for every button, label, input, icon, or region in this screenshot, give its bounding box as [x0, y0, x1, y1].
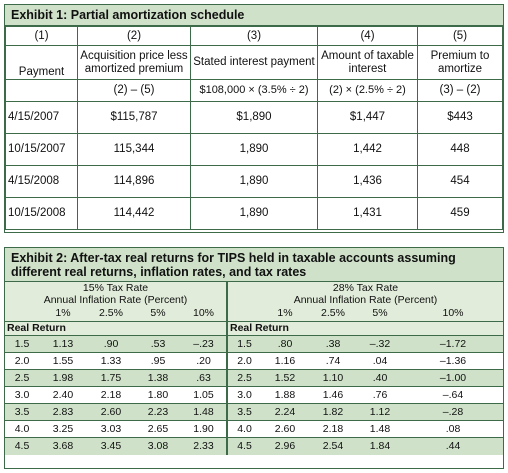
cell: 1,442: [318, 134, 418, 166]
col-heading: Stated interest payment: [191, 46, 318, 80]
inflation-rate: 2.5%: [309, 306, 357, 321]
cell: 1,890: [191, 166, 318, 198]
real-return-cell: 3.0: [227, 387, 261, 404]
inflation-heading-row: [5, 294, 503, 306]
return-cell: .90: [87, 336, 135, 353]
col-num: (5): [418, 27, 503, 46]
return-cell: 1.88: [261, 387, 309, 404]
real-return-cell: 3.0: [5, 387, 39, 404]
table-row: [5, 387, 503, 404]
table-row: [6, 134, 503, 166]
return-cell: 2.60: [87, 404, 135, 421]
col-num: (1): [6, 27, 78, 46]
return-cell: 1.84: [357, 438, 403, 455]
table-row: [6, 102, 503, 134]
inflation-rate: 10%: [181, 306, 227, 321]
table-row: [6, 166, 503, 198]
return-cell: .38: [309, 336, 357, 353]
cell: 1,890: [191, 134, 318, 166]
inflation-rate: 1%: [39, 306, 87, 321]
column-heading-row: [6, 46, 503, 80]
table-row: [6, 198, 503, 230]
right-tax-rate: 28% Tax Rate: [227, 282, 503, 294]
real-returns-body: [5, 335, 503, 455]
left-inflation-heading: Annual Inflation Rate (Percent): [5, 294, 227, 306]
inflation-rate-row: [5, 306, 503, 321]
return-cell: 2.83: [39, 404, 87, 421]
inflation-rate: 5%: [357, 306, 403, 321]
return-cell: 1.55: [39, 353, 87, 370]
cell: 4/15/2008: [6, 166, 78, 198]
return-cell: 2.24: [261, 404, 309, 421]
return-cell: .74: [309, 353, 357, 370]
return-cell: 2.33: [181, 438, 227, 455]
real-return-cell: 2.0: [5, 353, 39, 370]
formula: (3) – (2): [418, 80, 503, 102]
return-cell: .44: [403, 438, 503, 455]
col-heading: Premium to amortize: [418, 46, 503, 80]
real-return-cell: 1.5: [5, 336, 39, 353]
exhibit-1: [4, 4, 504, 233]
formula: [6, 80, 78, 102]
return-cell: –.28: [403, 404, 503, 421]
table-row: [5, 438, 503, 455]
return-cell: 1.16: [261, 353, 309, 370]
formula: $108,000 × (3.5% ÷ 2): [191, 80, 318, 102]
real-return-cell: 3.5: [227, 404, 261, 421]
real-return-cell: 4.0: [5, 421, 39, 438]
return-cell: 2.60: [261, 421, 309, 438]
return-cell: 1.90: [181, 421, 227, 438]
cell: 10/15/2007: [6, 134, 78, 166]
exhibit-1-title: Exhibit 1: Partial amortization schedule: [5, 5, 503, 26]
table-row: [5, 404, 503, 421]
right-inflation-heading: Annual Inflation Rate (Percent): [227, 294, 503, 306]
return-cell: 3.08: [135, 438, 181, 455]
real-return-cell: 3.5: [5, 404, 39, 421]
real-return-cell: 4.0: [227, 421, 261, 438]
return-cell: 2.54: [309, 438, 357, 455]
return-cell: –1.72: [403, 336, 503, 353]
return-cell: 3.25: [39, 421, 87, 438]
return-cell: .53: [135, 336, 181, 353]
return-cell: –1.36: [403, 353, 503, 370]
cell: 4/15/2007: [6, 102, 78, 134]
real-return-label: Real Return: [227, 321, 503, 335]
real-return-cell: 2.5: [5, 370, 39, 387]
return-cell: 1.46: [309, 387, 357, 404]
cell: 10/15/2008: [6, 198, 78, 230]
real-return-cell: 2.5: [227, 370, 261, 387]
return-cell: 1.38: [135, 370, 181, 387]
cell: 114,442: [78, 198, 191, 230]
return-cell: 1.98: [39, 370, 87, 387]
return-cell: 1.75: [87, 370, 135, 387]
return-cell: 2.96: [261, 438, 309, 455]
cell: 1,890: [191, 198, 318, 230]
return-cell: .20: [181, 353, 227, 370]
col-heading: Amount of taxable interest: [318, 46, 418, 80]
cell: 115,344: [78, 134, 191, 166]
tax-rate-row: [5, 282, 503, 294]
return-cell: 2.65: [135, 421, 181, 438]
exhibit-2-title: Exhibit 2: After-tax real returns for TIPS held in taxable accounts assuming different real returns, inflation rates, and tax rates: [5, 248, 503, 282]
return-cell: 2.23: [135, 404, 181, 421]
cell: 448: [418, 134, 503, 166]
return-cell: 1.80: [135, 387, 181, 404]
cell: 459: [418, 198, 503, 230]
exhibit-2: [4, 247, 504, 469]
left-tax-rate: 15% Tax Rate: [5, 282, 227, 294]
return-cell: –.64: [403, 387, 503, 404]
return-cell: .63: [181, 370, 227, 387]
return-cell: 1.82: [309, 404, 357, 421]
return-cell: 1.33: [87, 353, 135, 370]
real-return-label: Real Return: [5, 321, 227, 335]
table-row: [5, 421, 503, 438]
amortization-table: [5, 26, 503, 230]
cell: $115,787: [78, 102, 191, 134]
cell: $1,447: [318, 102, 418, 134]
col-heading: Payment: [6, 46, 78, 80]
table-row: [5, 336, 503, 353]
cell: 454: [418, 166, 503, 198]
real-returns-table: [5, 282, 503, 335]
inflation-rate: 10%: [403, 306, 503, 321]
return-cell: 3.03: [87, 421, 135, 438]
inflation-rate: 2.5%: [87, 306, 135, 321]
real-return-cell: 2.0: [227, 353, 261, 370]
return-cell: .04: [357, 353, 403, 370]
formula-row: [6, 80, 503, 102]
return-cell: .95: [135, 353, 181, 370]
return-cell: 3.68: [39, 438, 87, 455]
return-cell: –.32: [357, 336, 403, 353]
return-cell: 2.40: [39, 387, 87, 404]
return-cell: .40: [357, 370, 403, 387]
return-cell: .08: [403, 421, 503, 438]
cell: 1,431: [318, 198, 418, 230]
formula: (2) × (2.5% ÷ 2): [318, 80, 418, 102]
col-num: (4): [318, 27, 418, 46]
real-return-cell: 1.5: [227, 336, 261, 353]
return-cell: .80: [261, 336, 309, 353]
col-heading: Acquisition price less amortized premium: [78, 46, 191, 80]
return-cell: .76: [357, 387, 403, 404]
col-num: (3): [191, 27, 318, 46]
return-cell: 1.48: [357, 421, 403, 438]
return-cell: 1.52: [261, 370, 309, 387]
return-cell: 3.45: [87, 438, 135, 455]
inflation-rate: 5%: [135, 306, 181, 321]
real-return-cell: 4.5: [5, 438, 39, 455]
col-num: (2): [78, 27, 191, 46]
cell: $443: [418, 102, 503, 134]
return-cell: 1.10: [309, 370, 357, 387]
return-cell: 2.18: [87, 387, 135, 404]
return-cell: 1.05: [181, 387, 227, 404]
return-cell: 2.18: [309, 421, 357, 438]
return-cell: 1.13: [39, 336, 87, 353]
inflation-rate: 1%: [261, 306, 309, 321]
column-number-row: [6, 27, 503, 46]
real-return-label-row: [5, 321, 503, 335]
return-cell: 1.12: [357, 404, 403, 421]
return-cell: 1.48: [181, 404, 227, 421]
cell: 1,436: [318, 166, 418, 198]
return-cell: –1.00: [403, 370, 503, 387]
cell: 114,896: [78, 166, 191, 198]
return-cell: –.23: [181, 336, 227, 353]
formula: (2) – (5): [78, 80, 191, 102]
cell: $1,890: [191, 102, 318, 134]
table-row: [5, 353, 503, 370]
real-return-cell: 4.5: [227, 438, 261, 455]
table-row: [5, 370, 503, 387]
